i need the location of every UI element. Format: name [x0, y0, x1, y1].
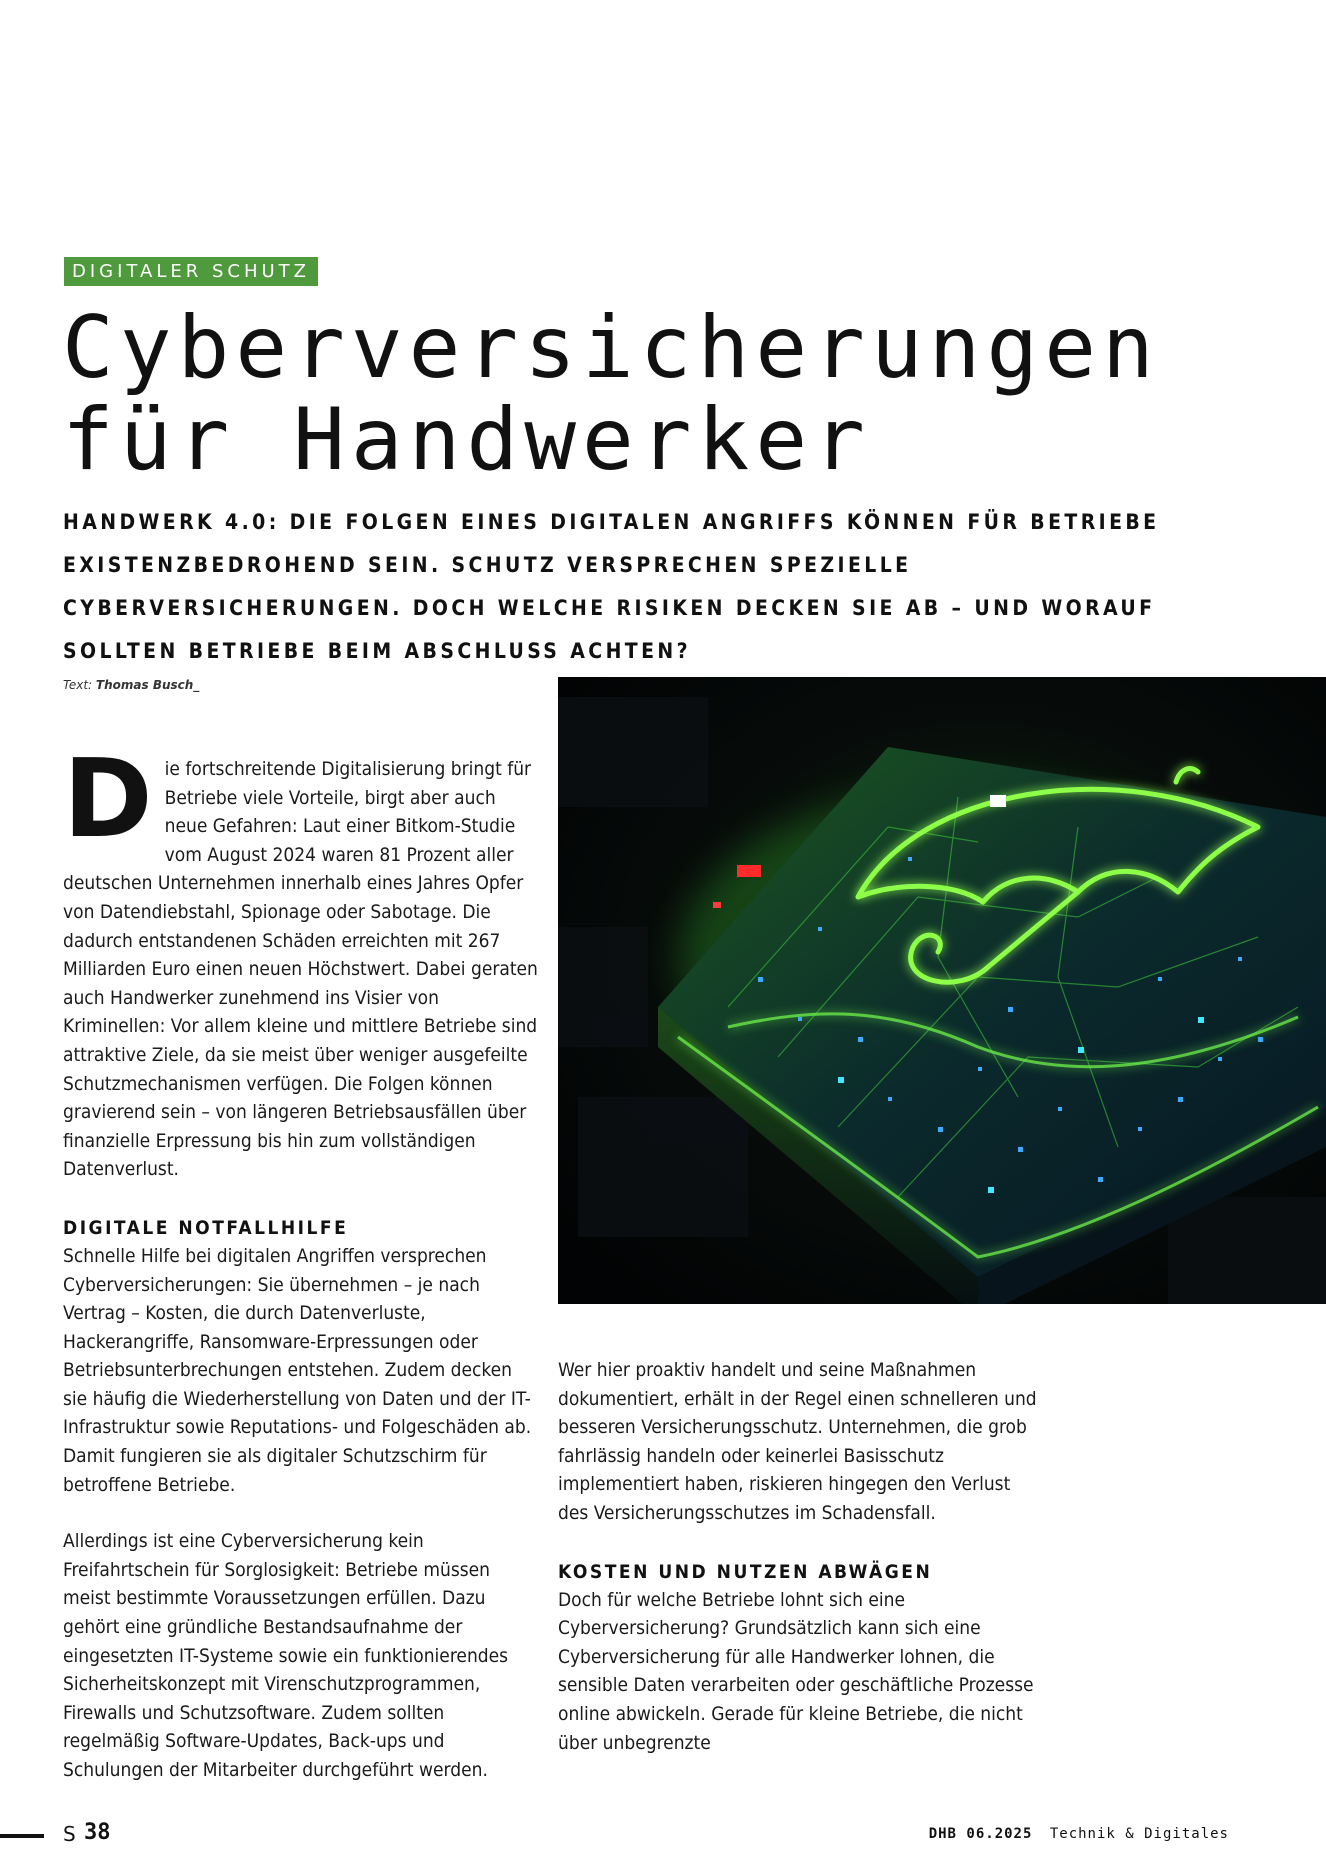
issue-info	[929, 1826, 1229, 1842]
body-paragraph: Doch für welche Betriebe lohnt sich eine Cyberversicherung? Grundsätzlich kann sich eine Cyberversicherung für alle Handwerker lohnen, die sensible Daten verarbeiten oder geschäftliche Prozesse online abwickeln. Gerade für kleine Betriebe, die nicht über unbegrenzte	[558, 1588, 1034, 1754]
intro-text: ie fortschreitende Digitalisierung bringt für Betriebe viele Vorteile, birgt aber auch neue Gefahren: Laut einer Bitkom-Studie vom August 2024 waren 81 Prozent aller deutschen Unternehmen innerhalb eines Jahres Opfer von Datendiebstahl, Spionage oder Sabotage. Die dadurch entstandenen Schäden erreichten mit 267 Milliarden Euro einen neuen Höchstwert. Dabei geraten auch Handwerker zunehmend ins Visier von Kriminellen: Vor allem kleine und mittlere Betriebe sind attraktive Ziele, da sie meist über weniger ausgefeilte Schutzmechanismen verfügen. Die Folgen können gravierend sein – von längeren Betriebsausfällen über finanzielle Erpressung bis hin zum vollständigen Datenverlust.	[63, 758, 538, 1181]
body-paragraph: Schnelle Hilfe bei digitalen Angriffen versprechen Cyberversicherungen: Sie übernehmen – je nach Vertrag – Kosten, die durch Datenverluste, Hackerangriffe, Ransomware-Erpressungen oder Betriebsunterbrechungen entstehen. Zudem decken sie häufig die Wiederherstellung von Daten und der IT-Infrastruktur sowie Reputations- und Folgeschäden ab. Damit fungieren sie als digitaler Schutzschirm für betroffene Betriebe.	[63, 1244, 532, 1496]
lead-paragraph: HANDWERK 4.0: DIE FOLGEN EINES DIGITALEN ANGRIFFS KÖNNEN FÜR BETRIEBE EXISTENZBEDROHEND SEIN. SCHUTZ VERSPRECHEN SPEZIELLE CYBERVERSICHERUNGEN. DOCH WELCHE RISIKEN DECKEN SIE AB – UND WORAUF SOLLTEN BETRIEBE BEIM ABSCHLUSS ACHTEN?	[63, 510, 1160, 663]
body-paragraph: Wer hier proaktiv handelt und seine Maßnahmen dokumentiert, erhält in der Regel einen schnelleren und besseren Versicherungsschutz. Unternehmen, die grob fahrlässig handeln oder keinerlei Basisschutz implementiert haben, riskieren hingegen den Verlust des Versicherungsschutzes im Schadensfall.	[558, 1359, 1037, 1524]
byline	[63, 678, 199, 692]
article-column-2	[558, 1356, 1038, 1757]
page-prefix: S	[63, 1822, 76, 1846]
article-image	[558, 677, 1326, 1304]
page-number: 38	[84, 1820, 111, 1845]
umbrella-icon	[558, 677, 1326, 1304]
drop-cap: D	[63, 737, 153, 862]
subhead-kosten-nutzen: KOSTEN UND NUTZEN ABWÄGEN	[558, 1560, 933, 1583]
byline-author: Thomas Busch_	[95, 678, 200, 692]
title-line-2: für Handwerker	[62, 390, 871, 490]
intro-paragraph	[63, 737, 541, 1184]
title-line-1: Cyberversicherungen	[62, 298, 1160, 398]
section-label: Technik & Digitales	[1049, 1826, 1229, 1842]
footer-rule	[0, 1834, 44, 1838]
byline-prefix: Text:	[63, 678, 93, 692]
issue-label: DHB 06.2025	[928, 1826, 1033, 1842]
section-kicker: DIGITALER SCHUTZ	[64, 257, 318, 286]
page-title	[62, 298, 1262, 490]
article-column-1	[63, 737, 541, 1785]
body-paragraph: Allerdings ist eine Cyberversicherung kein Freifahrtschein für Sorglosigkeit: Betriebe müssen meist bestimmte Voraussetzungen erfüllen. Dazu gehört eine gründliche Bestandsaufnahme der eingesetzten IT-Systeme sowie ein funktionierendes Sicherheitskonzept mit Virenschutzprogrammen, Firewalls und Schutzsoftware. Zudem sollten regelmäßig Software-Updates, Back-ups und Schulungen der Mitarbeiter durchgeführt werden.	[63, 1530, 509, 1781]
subhead-notfallhilfe: DIGITALE NOTFALLHILFE	[63, 1216, 349, 1239]
